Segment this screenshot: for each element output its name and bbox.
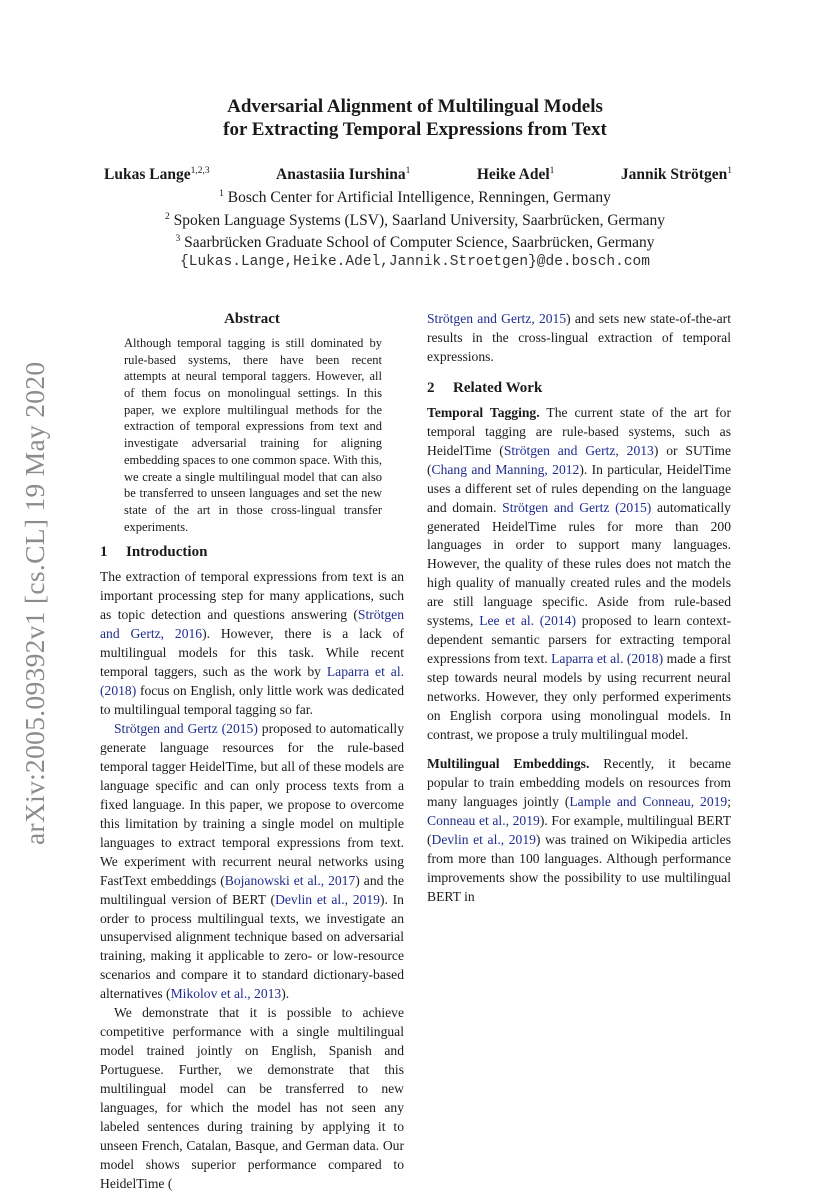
right-column — [427, 310, 731, 907]
intro-paragraph-2: Strötgen and Gertz (2015) proposed to automatically generate language resources for the rule-based temporal tagger HeidelTime, but all of these models are language specific and can only process texts from a fixed language. In this paper, we propose to overcome this limitation by training a single model on multiple languages to extract temporal expressions from text. We experiment with recurrent neural networks using FastText embeddings (Bojanowski et al., 2017) and the multilingual version of BERT (Devlin et al., 2019). In order to process multilingual texts, we investigate an unsupervised alignment technique based on adversarial training, making it applicable to zero- or low-resource scenarios and compare it to standard dictionary-based alternatives (Mikolov et al., 2013). — [100, 720, 404, 1002]
related-multilingual-embeddings: Multilingual Embeddings. Recently, it became popular to train embedding models on resources from many languages jointly (Lample and Conneau, 2019; Conneau et al., 2019). For example, multilingual BERT (Devlin et al., 2019) was trained on Wikipedia articles from more than 100 languages. Although performance improvements show the possibility to use multilingual BERT in — [427, 755, 731, 904]
citation-link[interactable]: Lee et al. (2014) — [479, 613, 576, 629]
affiliation: $^2$ Spoken Language Systems (LSV), Saarland University, Saarbrücken, Germany — [164, 211, 666, 229]
affiliations — [100, 185, 730, 272]
intro-paragraph-3-continued: Strötgen and Gertz, 2015) and sets new state-of-the-art results in the cross-lingual extraction of temporal expressions. — [427, 311, 731, 364]
citation-link[interactable]: Devlin et al., 2019 — [275, 891, 380, 907]
citation-link[interactable]: Strötgen and Gertz (2015) — [502, 499, 652, 515]
arxiv-identifier-stamp: arXiv:2005.09392v1 [cs.CL] 19 May 2020 — [19, 361, 50, 845]
citation-link[interactable]: Conneau et al., 2019 — [427, 812, 540, 828]
title-line-2: for Extracting Temporal Expressions from Text — [223, 119, 607, 140]
left-column — [100, 310, 404, 1194]
affiliation: $^3$ Saarbrücken Graduate School of Computer Science, Saarbrücken, Germany — [175, 234, 655, 251]
author: Heike Adel$^1$ — [476, 166, 555, 183]
author: Jannik Strötgen$^1$ — [620, 166, 732, 183]
citation-link[interactable]: Mikolov et al., 2013 — [170, 986, 282, 1002]
abstract-text: Although temporal tagging is still dominated by rule-based systems, there have been recent attempts at neural temporal taggers. However, all of them focus on monolingual settings. In this paper, we explore multilingual methods for the extraction of temporal expressions from text and investigate adversarial training for aligning embedding spaces to one common space. With this, we create a single multilingual model that can also be transferred to unseen languages and set the new state of the art in those cross-lingual transfer experiments. — [124, 335, 382, 534]
citation-link[interactable]: Laparra et al. (2018) — [100, 664, 404, 699]
paper-title — [100, 95, 730, 141]
section-heading-related-work: 2 Related Work — [427, 379, 543, 396]
author: Anastasiia Iurshina$^1$ — [276, 166, 411, 183]
citation-link[interactable]: Devlin et al., 2019 — [431, 831, 536, 847]
citation-link[interactable]: Bojanowski et al., 2017 — [224, 872, 356, 888]
intro-paragraph-3: We demonstrate that it is possible to achieve competitive performance with a single multilingual model trained jointly on English, Spanish and Portuguese. Further, we demonstrate that this multilingual model can be transferred to new languages, for which the model has not seen any labeled sentences during training by applying it to unseen French, Catalan, Basque, and German data. Our model shows superior performance compared to HeidelTime ( — [100, 1005, 404, 1191]
abstract-heading: Abstract — [224, 311, 280, 327]
citation-link[interactable]: Strötgen and Gertz, 2015 — [427, 311, 567, 326]
citation-link[interactable]: Laparra et al. (2018) — [551, 651, 664, 667]
author-list — [104, 166, 732, 184]
paragraph-gap — [427, 745, 731, 755]
citation-link[interactable]: Strötgen and Gertz, 2013 — [503, 442, 654, 458]
citation-link[interactable]: Lample and Conneau, 2019 — [569, 793, 728, 809]
intro-paragraph-1: The extraction of temporal expressions from text is an important processing step for many applications, such as topic detection and questions answering (Strötgen and Gertz, 2016). However, there is a lack of multilingual models for this task. While recent temporal taggers, such as the work by Laparra et al. (2018) focus on English, only little work was dedicated to multilingual temporal tagging so far. — [100, 569, 404, 718]
citation-link[interactable]: Strötgen and Gertz, 2016 — [100, 607, 404, 642]
citation-link[interactable]: Chang and Manning, 2012 — [431, 461, 580, 477]
title-line-1: Adversarial Alignment of Multilingual Models — [227, 96, 603, 117]
related-temporal-tagging: Temporal Tagging. The current state of the art for temporal tagging are rule-based systems, such as HeidelTime (Strötgen and Gertz, 2013) or SUTime (Chang and Manning, 2012). In particular, HeidelTime uses a different set of rules depending on the language and domain. Strötgen and Gertz (2015) automatically generated HeidelTime rules for more than 200 languages in order to support many languages. However, the quality of these rules does not match the high quality of manually created rules and the models are still language specific. Aside from rule-based systems, Lee et al. (2014) proposed to learn context-dependent semantic parsers for extracting temporal expressions from text. Laparra et al. (2018) made a first step towards neural models by using recurrent neural networks. However, they only performed experiments on English corpora using monolingual models. In contrast, we propose a truly multilingual model. — [427, 404, 732, 743]
author: Lukas Lange$^{1,2,3}$ — [104, 166, 210, 183]
author-emails: {Lukas.Lange,Heike.Adel,Jannik.Stroetgen}@de.bosch.com — [180, 253, 650, 270]
affiliation: $^1$ Bosch Center for Artificial Intelligence, Renningen, Germany — [219, 189, 611, 206]
citation-link[interactable]: Strötgen and Gertz (2015) — [114, 720, 258, 736]
section-heading-introduction: 1 Introduction — [100, 544, 208, 561]
